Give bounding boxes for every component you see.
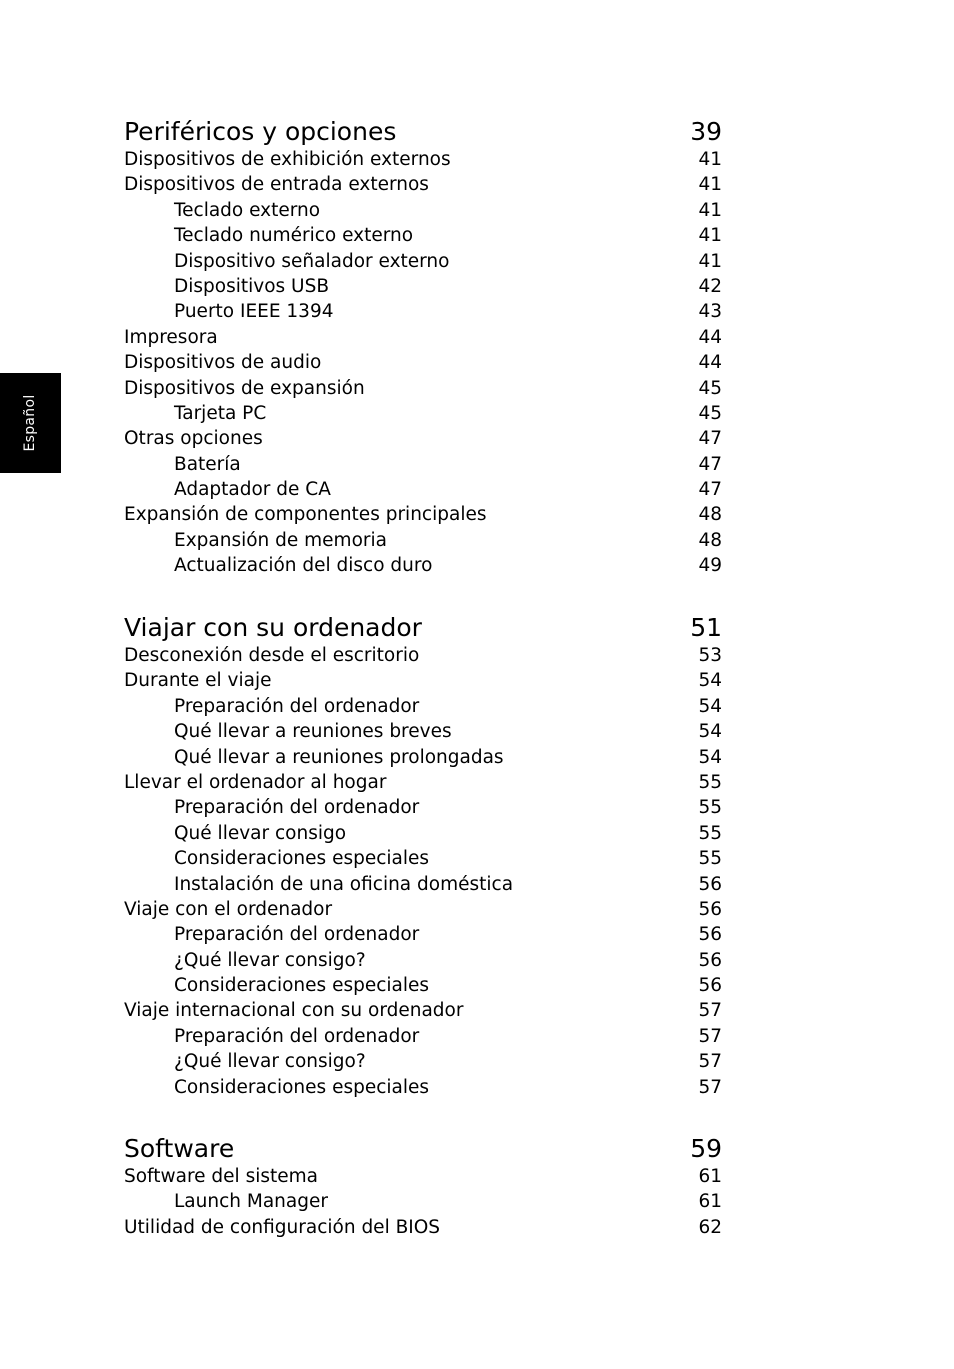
- toc-entry-text: Dispositivos de exhibición externos: [124, 149, 451, 170]
- toc-entry-text: ¿Qué llevar consigo?: [174, 1051, 366, 1073]
- toc-entry-text: Utilidad de configuración del BIOS: [124, 1216, 441, 1238]
- toc-entry[interactable]: [124, 770, 722, 795]
- toc-entry-page: 44: [698, 352, 722, 374]
- toc-entry-text: Llevar el ordenador al hogar: [124, 771, 387, 793]
- toc-entry-page: 43: [698, 301, 722, 323]
- toc-entry[interactable]: [124, 502, 722, 527]
- toc-entry[interactable]: [124, 1164, 722, 1189]
- toc-entry-text: Qué llevar a reuniones breves: [174, 721, 452, 743]
- toc-entry-page: 41: [698, 250, 722, 272]
- toc-subentry[interactable]: [124, 922, 722, 947]
- toc-entry-page: 56: [698, 873, 722, 895]
- toc-entry-page: 54: [698, 670, 722, 692]
- toc-entry[interactable]: [124, 897, 722, 922]
- toc-entry-page: 45: [698, 402, 722, 424]
- toc-entry-page: 57: [698, 1076, 722, 1098]
- section-title: Viajar con su ordenador: [124, 613, 422, 642]
- toc-entry-text: Tarjeta PC: [174, 402, 267, 424]
- toc-entry-text: Puerto IEEE 1394: [174, 301, 334, 323]
- toc-subentry[interactable]: [124, 795, 722, 820]
- toc-entry-page: 55: [698, 848, 722, 870]
- toc-entry-page: 62: [698, 1216, 722, 1238]
- toc-entry-text: Instalación de una oficina doméstica: [174, 873, 514, 895]
- toc-subentry[interactable]: [124, 694, 722, 719]
- toc-entry-text: Expansión de memoria: [174, 529, 387, 551]
- toc-entry-text: Teclado numérico externo: [174, 225, 414, 247]
- language-label: Español: [22, 394, 38, 452]
- toc-subentry[interactable]: [124, 198, 722, 223]
- toc-entry-page: 57: [698, 1000, 722, 1022]
- toc-entry-page: 55: [698, 797, 722, 819]
- toc-entry[interactable]: [124, 376, 722, 401]
- toc-entry-text: Durante el viaje: [124, 670, 272, 692]
- toc-entry-text: Launch Manager: [174, 1191, 328, 1213]
- toc-subentry[interactable]: [124, 528, 722, 553]
- toc-entry-page: 56: [698, 949, 722, 971]
- toc-section-software: [124, 1134, 722, 1240]
- toc-entry-text: Qué llevar a reuniones prolongadas: [174, 746, 504, 768]
- toc-entry-text: Otras opciones: [124, 428, 263, 450]
- toc-entry[interactable]: [124, 668, 722, 693]
- toc-entry[interactable]: [124, 147, 722, 172]
- toc-subentry[interactable]: [124, 553, 722, 578]
- toc-entry-text: Dispositivos de expansión: [124, 377, 365, 399]
- toc-entry-page: 42: [698, 275, 722, 297]
- toc-entry[interactable]: [124, 350, 722, 375]
- toc-entry-page: 57: [698, 1051, 722, 1073]
- toc-entry-page: 48: [698, 529, 722, 551]
- toc-entry[interactable]: [124, 172, 722, 197]
- toc-entry-text: Adaptador de CA: [174, 479, 331, 501]
- toc-entry-page: 41: [698, 225, 722, 247]
- toc-subentry[interactable]: [124, 1024, 722, 1049]
- toc-entry-text: Teclado externo: [174, 199, 321, 221]
- toc-entry-text: Qué llevar consigo: [174, 822, 347, 844]
- toc-entry-text: Software del sistema: [124, 1166, 318, 1187]
- language-side-tab: [0, 373, 61, 473]
- toc-entry-text: Actualización del disco duro: [174, 555, 433, 577]
- toc-entry-page: 56: [698, 924, 722, 946]
- toc-entry-page: 47: [698, 453, 722, 475]
- toc-entry-text: Impresora: [124, 326, 218, 348]
- toc-subentry[interactable]: [124, 223, 722, 248]
- toc-entry-text: Batería: [174, 453, 241, 475]
- toc-entry-page: 45: [698, 377, 722, 399]
- section-heading[interactable]: [124, 117, 722, 147]
- toc-entry-text: Dispositivos USB: [174, 275, 330, 297]
- toc-subentry[interactable]: [124, 452, 722, 477]
- toc-subentry[interactable]: [124, 274, 722, 299]
- toc-entry-page: 41: [698, 174, 722, 196]
- toc-entry-text: Desconexión desde el escritorio: [124, 645, 420, 666]
- toc-entry-page: 53: [698, 645, 722, 666]
- toc-subentry[interactable]: [124, 846, 722, 871]
- toc-entry-page: 41: [698, 149, 722, 170]
- toc-entry-page: 41: [698, 199, 722, 221]
- toc-entry-page: 61: [698, 1166, 722, 1187]
- toc-subentry[interactable]: [124, 299, 722, 324]
- toc-entry-page: 56: [698, 898, 722, 920]
- toc-subentry[interactable]: [124, 948, 722, 973]
- toc-entry-text: Consideraciones especiales: [174, 848, 430, 870]
- toc-entry-text: Expansión de componentes principales: [124, 504, 487, 526]
- toc-entry-text: Preparación del ordenador: [174, 695, 420, 717]
- toc-entry-page: 47: [698, 479, 722, 501]
- section-title: Software: [124, 1134, 235, 1163]
- toc-entry-text: Preparación del ordenador: [174, 797, 420, 819]
- toc-entry-page: 49: [698, 555, 722, 577]
- toc-subentry[interactable]: [124, 1189, 722, 1214]
- toc-entry[interactable]: [124, 1215, 722, 1240]
- toc-entry-text: Preparación del ordenador: [174, 924, 420, 946]
- toc-subentry[interactable]: [124, 719, 722, 744]
- section-heading[interactable]: [124, 1134, 722, 1164]
- toc-entry-page: 54: [698, 695, 722, 717]
- toc-subentry[interactable]: [124, 745, 722, 770]
- toc-entry-text: Dispositivos de entrada externos: [124, 174, 429, 196]
- toc-subentry[interactable]: [124, 401, 722, 426]
- toc-entry-page: 57: [698, 1025, 722, 1047]
- toc-section-perifericos: [124, 117, 722, 579]
- toc-entry-page: 55: [698, 771, 722, 793]
- toc-entry[interactable]: [124, 643, 722, 668]
- toc-entry-page: 44: [698, 326, 722, 348]
- toc-subentry[interactable]: [124, 1075, 722, 1100]
- section-heading[interactable]: [124, 613, 722, 643]
- toc-entry-text: Preparación del ordenador: [174, 1025, 420, 1047]
- toc-subentry[interactable]: [124, 1049, 722, 1074]
- toc-entry-text: Consideraciones especiales: [174, 1076, 430, 1098]
- toc-entry-text: Viaje con el ordenador: [124, 898, 333, 920]
- toc-subentry[interactable]: [124, 973, 722, 998]
- toc-entry-text: ¿Qué llevar consigo?: [174, 949, 366, 971]
- toc-entry[interactable]: [124, 426, 722, 451]
- section-title: Periféricos y opciones: [124, 117, 397, 146]
- toc-subentry[interactable]: [124, 477, 722, 502]
- toc-entry-text: Dispositivo señalador externo: [174, 250, 450, 272]
- toc-entry-page: 61: [698, 1191, 722, 1213]
- toc-subentry[interactable]: [124, 821, 722, 846]
- toc-entry-page: 54: [698, 746, 722, 768]
- toc-entry[interactable]: [124, 325, 722, 350]
- toc-subentry[interactable]: [124, 249, 722, 274]
- toc-entry-text: Dispositivos de audio: [124, 352, 322, 374]
- toc-entry-page: 54: [698, 721, 722, 743]
- section-page-number: 39: [690, 117, 722, 146]
- toc-entry-page: 55: [698, 822, 722, 844]
- section-page-number: 59: [690, 1134, 722, 1163]
- toc-entry-text: Viaje internacional con su ordenador: [124, 1000, 464, 1022]
- toc-subentry[interactable]: [124, 872, 722, 897]
- toc-entry-page: 56: [698, 975, 722, 997]
- toc-entry-text: Consideraciones especiales: [174, 975, 430, 997]
- toc-entry-page: 48: [698, 504, 722, 526]
- toc-entry[interactable]: [124, 998, 722, 1023]
- toc-section-viajar: [124, 613, 722, 1100]
- section-page-number: 51: [690, 613, 722, 642]
- toc-entry-page: 47: [698, 428, 722, 450]
